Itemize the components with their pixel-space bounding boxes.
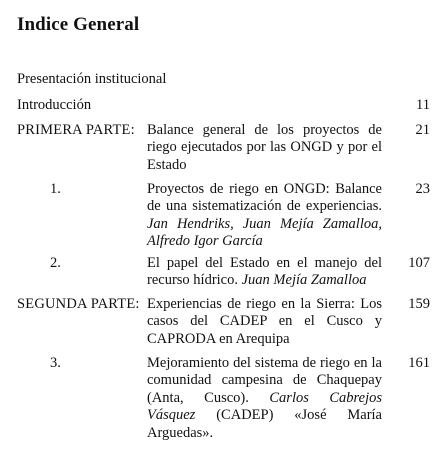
- toc-page-segunda: 159: [408, 296, 430, 312]
- part-label-primera: PRIMERA PARTE:: [17, 122, 135, 138]
- chapter-title-2: El papel del Estado en el manejo del recurso hídrico.: [147, 255, 382, 289]
- chapter-number-1: 1.: [50, 181, 61, 197]
- toc-page-chapter-3: 161: [408, 355, 430, 371]
- part-title-primera: Balance general de los proyectos de riego ejecutados por las ONGD y por el Estado: [147, 122, 382, 173]
- chapter-entry-2: [147, 255, 382, 290]
- chapter-title-1: Proyectos de riego en ONGD: Balance de una sistematización de experiencias.: [147, 181, 382, 215]
- chapter-number-2: 2.: [50, 255, 61, 271]
- toc-page-introduccion: 11: [416, 97, 430, 113]
- toc-page-primera: 21: [415, 122, 430, 138]
- toc-entry-introduccion: Introducción: [17, 97, 92, 113]
- toc-entry-presentacion: Presentación institucional: [17, 71, 167, 87]
- chapter-entry-1: [147, 181, 382, 251]
- page-title: Indice General: [17, 14, 140, 35]
- chapter-suffix-3: (CADEP) «José María Arguedas».: [147, 407, 382, 441]
- chapter-entry-3: [147, 355, 382, 442]
- chapter-author-1: Jan Hendriks, Juan Mejía Zamalloa, Alfredo Igor García: [147, 215, 382, 250]
- chapter-number-3: 3.: [50, 355, 61, 371]
- part-title-segunda: Experiencias de riego en la Sierra: Los casos del CADEP en el Cusco y CAPRODA en Arequipa: [147, 296, 382, 347]
- chapter-author-2: Juan Mejía Zamalloa: [241, 272, 367, 289]
- part-label-segunda: SEGUNDA PARTE:: [17, 296, 140, 312]
- toc-page-chapter-1: 23: [415, 181, 430, 197]
- chapter-author-3: Carlos Cabrejos Vásquez: [147, 389, 383, 424]
- toc-page-chapter-2: 107: [408, 255, 430, 271]
- chapter-title-3: Mejoramiento del sistema de riego en la comunidad campesina de Chaquepay (Anta, Cusco).: [147, 355, 382, 406]
